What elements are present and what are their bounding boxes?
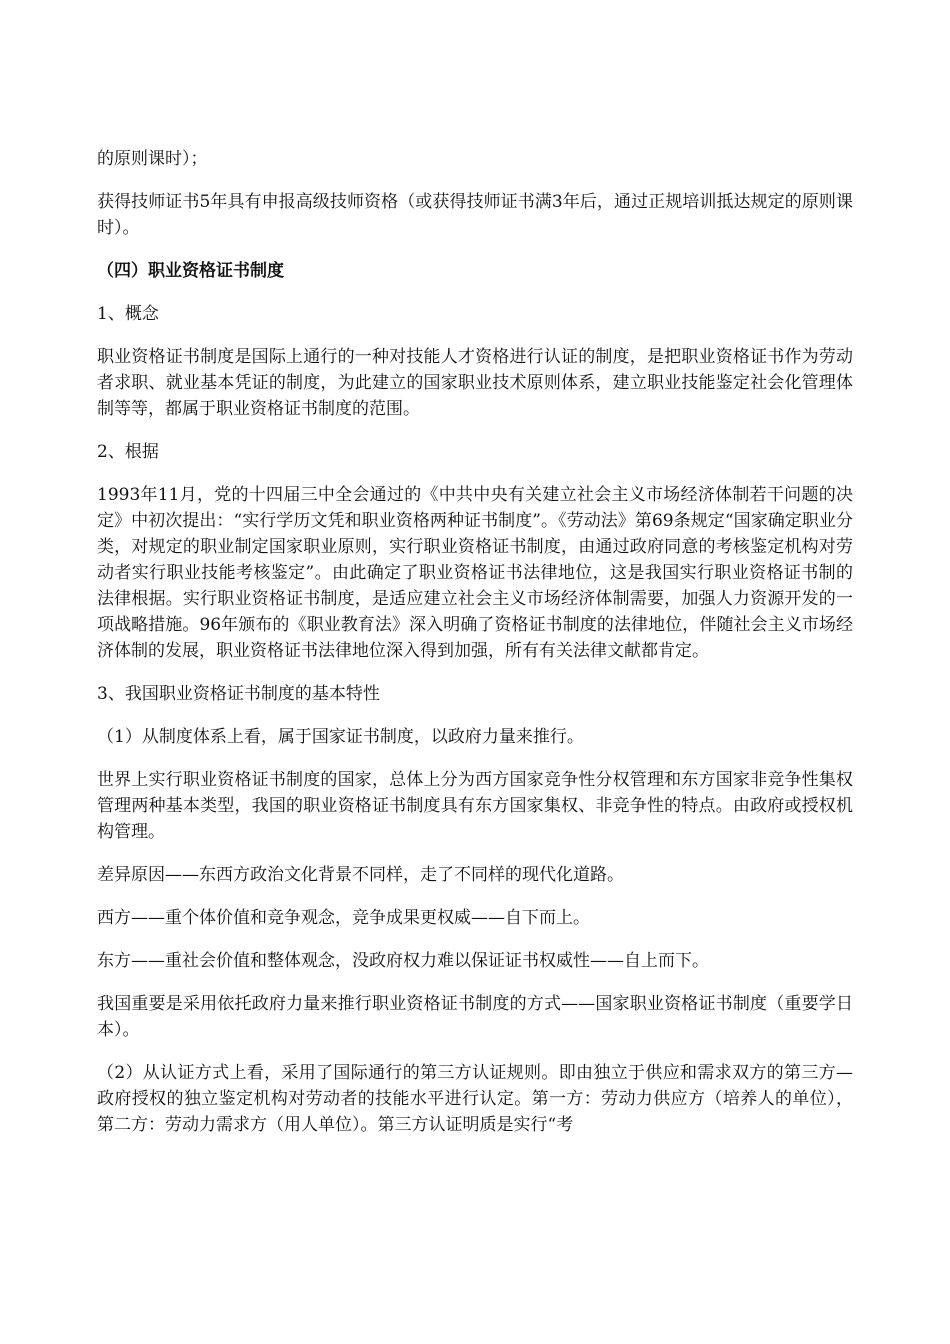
- paragraph-china-approach: 我国重要是采用依托政府力量来推行职业资格证书制度的方式——国家职业资格证书制度（重要学日本）。: [97, 994, 853, 1040]
- paragraph-world-types: 世界上实行职业资格证书制度的国家，总体上分为西方国家竞争性分权管理和东方国家非竞争性集权管理两种基本类型，我国的职业资格证书制度具有东方国家集权、非竞争性的特点。由政府或授权机构管理。: [97, 770, 853, 842]
- subheading-concept: 1、概念: [97, 304, 159, 324]
- subheading-basis: 2、根据: [97, 442, 159, 462]
- paragraph-east: 东方——重社会价值和整体观念，没政府权力难以保证证书权威性——自上而下。: [97, 951, 709, 971]
- section-heading: （四）职业资格证书制度: [97, 261, 284, 281]
- document-body: [97, 146, 853, 1155]
- paragraph-basis: 1993年11月，党的十四届三中全会通过的《中共中央有关建立社会主义市场经济体制若干问题的决定》中初次提出：“实行学历文凭和职业资格两种证书制度”。《劳动法》第69条规定“国家确定职业分类，对规定的职业制定国家职业原则，实行职业资格证书制度，由通过政府同意的考核鉴定机构对劳动者实行职业技能考核鉴定”。由此确定了职业资格证书法律地位，这是我国实行职业资格证书制的法律根据。实行职业资格证书制度，是适应建立社会主义市场经济体制需要，加强人力资源开发的一项战略措施。96年颁布的《职业教育法》深入明确了资格证书制度的法律地位，伴随社会主义市场经济体制的发展，职业资格证书法律地位深入得到加强，所有有关法律文献都肯定。: [97, 485, 853, 661]
- paragraph-west: 西方——重个体价值和竞争观念，竞争成果更权威——自下而上。: [97, 908, 590, 928]
- paragraph-concept: 职业资格证书制度是国际上通行的一种对技能人才资格进行认证的制度，是把职业资格证书作为劳动者求职、就业基本凭证的制度，为此建立的国家职业技术原则体系，建立职业技能鉴定社会化管理体制等等，都属于职业资格证书制度的范围。: [97, 347, 853, 419]
- subheading-characteristics: 3、我国职业资格证书制度的基本特性: [97, 684, 380, 704]
- paragraph-continuation: 的原则课时）；: [97, 149, 208, 169]
- paragraph-senior-technician: 获得技师证书5年具有申报高级技师资格（或获得技师证书满3年后，通过正规培训抵达规定的原则课时）。: [97, 192, 853, 238]
- paragraph-point-1: （1）从制度体系上看，属于国家证书制度，以政府力量来推行。: [97, 727, 584, 747]
- paragraph-difference-reason: 差异原因——东西方政治文化背景不同样，走了不同样的现代化道路。: [97, 865, 624, 885]
- paragraph-point-2: （2）从认证方式上看，采用了国际通行的第三方认证规则。即由独立于供应和需求双方的第三方—政府授权的独立鉴定机构对劳动者的技能水平进行认定。第一方：劳动力供应方（培养人的单位），第二方：劳动力需求方（用人单位）。第三方认证明质是实行“考: [97, 1063, 853, 1135]
